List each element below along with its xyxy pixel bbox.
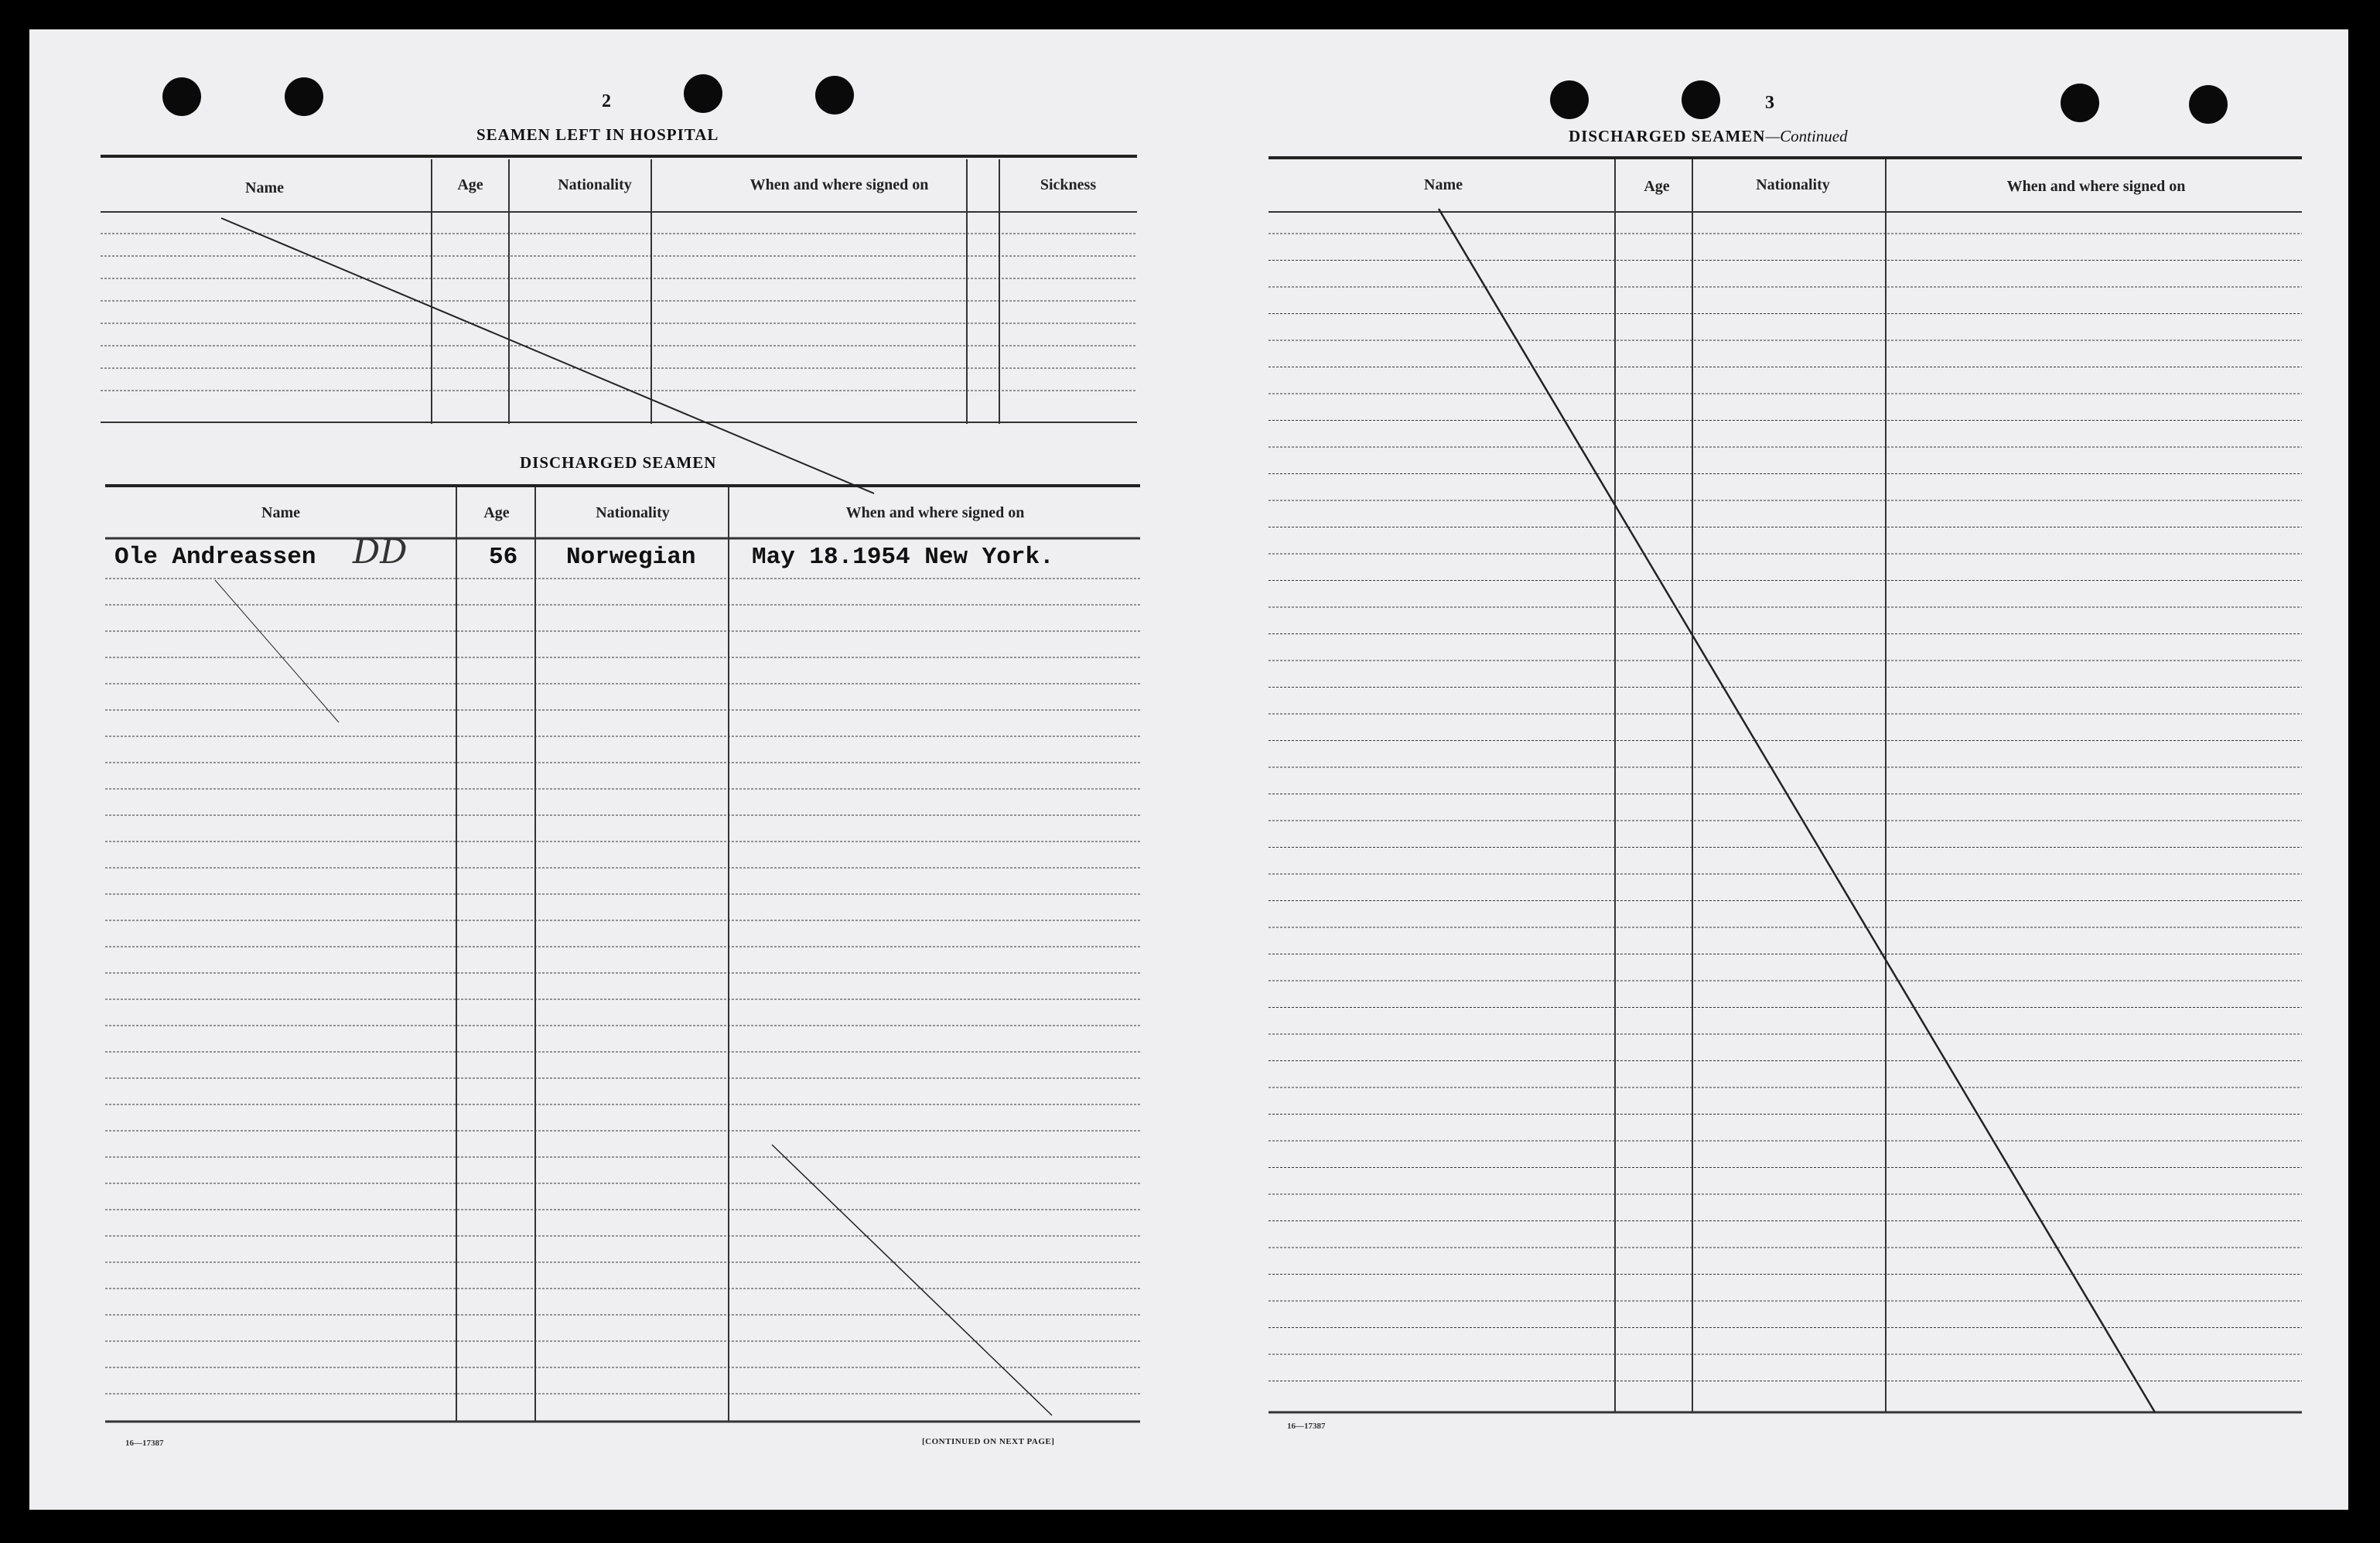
- discharged-col-age: Age: [483, 504, 510, 521]
- continued-note: [CONTINUED ON NEXT PAGE]: [922, 1437, 1055, 1446]
- hospital-col-age: Age: [457, 176, 483, 193]
- right-col-signed-on: When and where signed on: [2006, 178, 2186, 195]
- discharged-section-title: DISCHARGED SEAMEN: [520, 453, 717, 472]
- ruled-grid: [29, 29, 2348, 1510]
- hospital-col-signed-on: When and where signed on: [750, 176, 929, 193]
- discharged-col-nationality: Nationality: [596, 504, 670, 521]
- hospital-col-sickness: Sickness: [1040, 176, 1097, 193]
- right-col-age: Age: [1644, 178, 1670, 195]
- hospital-col-name: Name: [245, 179, 284, 196]
- cancel-stroke: [221, 218, 874, 493]
- hospital-section-title: SEAMEN LEFT IN HOSPITAL: [476, 125, 719, 144]
- right-page-number: 3: [1765, 93, 1774, 113]
- seaman-signed-on: May 18.1954 New York.: [752, 544, 1054, 571]
- document-paper: [29, 29, 2348, 1510]
- left-form-number: 16—17387: [125, 1439, 164, 1448]
- right-col-nationality: Nationality: [1756, 176, 1830, 193]
- handwritten-mark: DD: [353, 532, 408, 572]
- discharged-col-signed-on: When and where signed on: [845, 504, 1025, 521]
- right-section-title-text: DISCHARGED SEAMEN: [1569, 127, 1766, 145]
- right-section-title-suffix: —Continued: [1765, 127, 1848, 145]
- right-col-name: Name: [1424, 176, 1463, 193]
- cancel-stroke: [215, 580, 339, 722]
- discharged-col-name: Name: [261, 504, 300, 521]
- seaman-name: Ole Andreassen: [114, 544, 316, 571]
- right-form-number: 16—17387: [1287, 1422, 1326, 1431]
- cancel-stroke: [772, 1145, 1052, 1415]
- seaman-age: 56: [489, 544, 518, 571]
- hospital-col-nationality: Nationality: [558, 176, 632, 193]
- left-page-number: 2: [602, 91, 611, 111]
- seaman-nationality: Norwegian: [566, 544, 696, 571]
- cancel-stroke: [1439, 209, 2155, 1412]
